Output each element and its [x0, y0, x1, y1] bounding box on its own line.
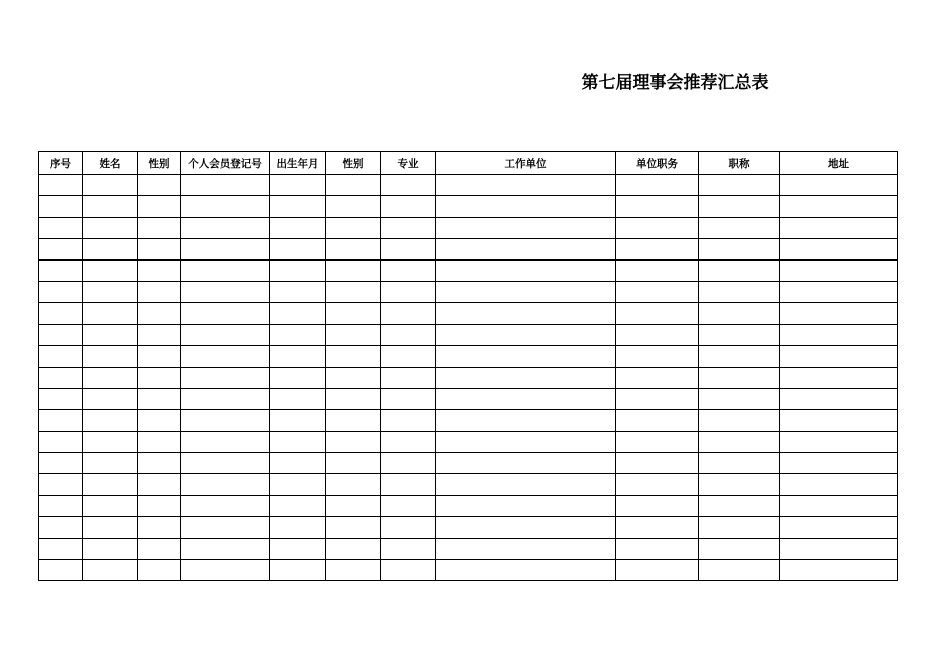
table-cell[interactable] [181, 495, 270, 516]
table-cell[interactable] [138, 196, 181, 217]
table-cell[interactable] [381, 367, 436, 388]
table-cell[interactable] [39, 538, 83, 559]
table-cell[interactable] [270, 517, 326, 538]
table-cell[interactable] [270, 281, 326, 302]
table-cell[interactable] [780, 453, 898, 474]
table-cell[interactable] [780, 517, 898, 538]
table-cell[interactable] [181, 281, 270, 302]
table-row [39, 453, 898, 474]
table-cell[interactable] [616, 474, 699, 495]
table-cell[interactable] [616, 495, 699, 516]
table-cell[interactable] [780, 410, 898, 431]
table-cell[interactable] [181, 474, 270, 495]
table-cell[interactable] [616, 367, 699, 388]
table-cell[interactable] [780, 495, 898, 516]
table-row [39, 281, 898, 302]
table-cell[interactable] [39, 474, 83, 495]
table-cell[interactable] [616, 346, 699, 367]
table-cell[interactable] [181, 388, 270, 409]
table-cell[interactable] [699, 453, 780, 474]
table-cell[interactable] [270, 453, 326, 474]
table-cell[interactable] [326, 410, 381, 431]
table-cell[interactable] [39, 431, 83, 452]
table-cell[interactable] [699, 388, 780, 409]
table-cell[interactable] [39, 388, 83, 409]
column-header-position: 单位职务 [616, 152, 699, 175]
table-cell[interactable] [39, 410, 83, 431]
table-cell[interactable] [83, 367, 138, 388]
table-cell[interactable] [436, 346, 616, 367]
table-cell[interactable] [138, 367, 181, 388]
table-cell[interactable] [83, 431, 138, 452]
table-cell[interactable] [270, 346, 326, 367]
column-header-employer: 工作单位 [436, 152, 616, 175]
table-cell[interactable] [616, 538, 699, 559]
table-cell[interactable] [138, 431, 181, 452]
table-cell[interactable] [326, 367, 381, 388]
table-cell[interactable] [381, 260, 436, 281]
table-cell[interactable] [699, 303, 780, 324]
table-cell[interactable] [699, 367, 780, 388]
table-cell[interactable] [699, 517, 780, 538]
table-cell[interactable] [326, 324, 381, 345]
table-cell[interactable] [616, 410, 699, 431]
table-cell[interactable] [699, 495, 780, 516]
table-cell[interactable] [270, 260, 326, 281]
table-cell[interactable] [780, 367, 898, 388]
table-cell[interactable] [83, 303, 138, 324]
table-cell[interactable] [616, 281, 699, 302]
table-cell[interactable] [381, 217, 436, 238]
table-cell[interactable] [326, 217, 381, 238]
table-cell[interactable] [39, 367, 83, 388]
table-cell[interactable] [616, 560, 699, 581]
table-cell[interactable] [616, 260, 699, 281]
table-cell[interactable] [326, 175, 381, 196]
table-cell[interactable] [138, 239, 181, 260]
table-cell[interactable] [616, 175, 699, 196]
table-cell[interactable] [699, 346, 780, 367]
table-body [39, 175, 898, 581]
table-row [39, 239, 898, 260]
table-cell[interactable] [326, 260, 381, 281]
table-cell[interactable] [83, 474, 138, 495]
column-header-gender-2: 性别 [326, 152, 381, 175]
table-row [39, 495, 898, 516]
table-cell[interactable] [83, 453, 138, 474]
table-cell[interactable] [83, 217, 138, 238]
table-cell[interactable] [780, 175, 898, 196]
table-cell[interactable] [270, 367, 326, 388]
table-cell[interactable] [270, 196, 326, 217]
table-cell[interactable] [381, 410, 436, 431]
table-cell[interactable] [39, 517, 83, 538]
table-row [39, 346, 898, 367]
table-cell[interactable] [381, 175, 436, 196]
table-cell[interactable] [39, 196, 83, 217]
table-cell[interactable] [381, 495, 436, 516]
table-cell[interactable] [780, 431, 898, 452]
table-cell[interactable] [780, 324, 898, 345]
table-cell[interactable] [39, 175, 83, 196]
table-cell[interactable] [699, 217, 780, 238]
table-cell[interactable] [39, 260, 83, 281]
table-cell[interactable] [436, 260, 616, 281]
table-cell[interactable] [436, 303, 616, 324]
table-cell[interactable] [381, 474, 436, 495]
table-cell[interactable] [39, 303, 83, 324]
table-cell[interactable] [270, 410, 326, 431]
table-cell[interactable] [138, 560, 181, 581]
table-cell[interactable] [381, 560, 436, 581]
table-cell[interactable] [270, 239, 326, 260]
table-row [39, 388, 898, 409]
table-row [39, 324, 898, 345]
table-cell[interactable] [138, 538, 181, 559]
table-cell[interactable] [181, 239, 270, 260]
table-cell[interactable] [616, 217, 699, 238]
table-cell[interactable] [699, 196, 780, 217]
table-cell[interactable] [39, 495, 83, 516]
column-header-index: 序号 [39, 152, 83, 175]
table-cell[interactable] [381, 388, 436, 409]
table-cell[interactable] [138, 175, 181, 196]
table-cell[interactable] [699, 281, 780, 302]
table-cell[interactable] [780, 560, 898, 581]
table-cell[interactable] [181, 303, 270, 324]
table-row [39, 303, 898, 324]
table-cell[interactable] [436, 281, 616, 302]
table-cell[interactable] [780, 538, 898, 559]
table-cell[interactable] [39, 453, 83, 474]
table-cell[interactable] [181, 560, 270, 581]
table-cell[interactable] [436, 367, 616, 388]
table-cell[interactable] [436, 175, 616, 196]
table-row [39, 410, 898, 431]
table-row [39, 560, 898, 581]
table-row [39, 538, 898, 559]
table-cell[interactable] [381, 324, 436, 345]
table-cell[interactable] [436, 196, 616, 217]
table-cell[interactable] [381, 281, 436, 302]
table-row [39, 431, 898, 452]
table-row [39, 517, 898, 538]
table-row [39, 175, 898, 196]
table-cell[interactable] [138, 474, 181, 495]
table-cell[interactable] [436, 388, 616, 409]
table-cell[interactable] [436, 324, 616, 345]
table-cell[interactable] [326, 196, 381, 217]
column-header-member-registration-no: 个人会员登记号 [181, 152, 270, 175]
table-cell[interactable] [181, 217, 270, 238]
table-cell[interactable] [138, 453, 181, 474]
table-cell[interactable] [381, 517, 436, 538]
table-cell[interactable] [780, 303, 898, 324]
table-cell[interactable] [83, 410, 138, 431]
table-cell[interactable] [699, 175, 780, 196]
table-cell[interactable] [138, 324, 181, 345]
column-header-gender: 性别 [138, 152, 181, 175]
table-cell[interactable] [616, 388, 699, 409]
table-cell[interactable] [436, 239, 616, 260]
table-cell[interactable] [326, 388, 381, 409]
column-header-address: 地址 [780, 152, 898, 175]
table-cell[interactable] [39, 217, 83, 238]
table-cell[interactable] [616, 239, 699, 260]
table-cell[interactable] [270, 175, 326, 196]
table-cell[interactable] [326, 538, 381, 559]
table-cell[interactable] [39, 239, 83, 260]
table-cell[interactable] [616, 324, 699, 345]
table-cell[interactable] [138, 346, 181, 367]
table-cell[interactable] [326, 281, 381, 302]
table-cell[interactable] [436, 410, 616, 431]
table-cell[interactable] [138, 260, 181, 281]
table-cell[interactable] [181, 453, 270, 474]
table-cell[interactable] [616, 431, 699, 452]
table-cell[interactable] [270, 324, 326, 345]
table-cell[interactable] [381, 453, 436, 474]
table-cell[interactable] [270, 560, 326, 581]
table-cell[interactable] [138, 217, 181, 238]
table-cell[interactable] [181, 260, 270, 281]
table-cell[interactable] [436, 431, 616, 452]
column-header-major: 专业 [381, 152, 436, 175]
table-cell[interactable] [181, 175, 270, 196]
table-cell[interactable] [138, 517, 181, 538]
table-cell[interactable] [83, 324, 138, 345]
table-cell[interactable] [181, 346, 270, 367]
table-cell[interactable] [436, 538, 616, 559]
table-cell[interactable] [270, 388, 326, 409]
table-cell[interactable] [780, 217, 898, 238]
table-cell[interactable] [270, 495, 326, 516]
table-cell[interactable] [39, 281, 83, 302]
table-cell[interactable] [39, 560, 83, 581]
table-cell[interactable] [138, 495, 181, 516]
table-row [39, 367, 898, 388]
table-row [39, 474, 898, 495]
table-row [39, 217, 898, 238]
table-cell[interactable] [780, 260, 898, 281]
table-cell[interactable] [83, 175, 138, 196]
table-header-row [39, 152, 898, 175]
table-cell[interactable] [699, 538, 780, 559]
table-cell[interactable] [39, 346, 83, 367]
table-cell[interactable] [381, 431, 436, 452]
table-cell[interactable] [436, 517, 616, 538]
column-header-name: 姓名 [83, 152, 138, 175]
table-cell[interactable] [699, 239, 780, 260]
table-cell[interactable] [699, 431, 780, 452]
table-row [39, 196, 898, 217]
table-cell[interactable] [181, 410, 270, 431]
table-cell[interactable] [83, 517, 138, 538]
table-cell[interactable] [181, 367, 270, 388]
table-cell[interactable] [83, 281, 138, 302]
table-cell[interactable] [138, 388, 181, 409]
table-cell[interactable] [436, 495, 616, 516]
table-cell[interactable] [381, 239, 436, 260]
table-cell[interactable] [436, 217, 616, 238]
table-cell[interactable] [270, 303, 326, 324]
table-cell[interactable] [780, 474, 898, 495]
form-title: 第七届理事会推荐汇总表 [581, 73, 769, 93]
table-cell[interactable] [326, 474, 381, 495]
table-cell[interactable] [181, 517, 270, 538]
table-cell[interactable] [780, 196, 898, 217]
column-header-birth-date: 出生年月 [270, 152, 326, 175]
table-cell[interactable] [326, 239, 381, 260]
table-cell[interactable] [616, 303, 699, 324]
table-cell[interactable] [381, 196, 436, 217]
column-header-title: 职称 [699, 152, 780, 175]
table-cell[interactable] [83, 196, 138, 217]
table-cell[interactable] [83, 495, 138, 516]
table-cell[interactable] [780, 281, 898, 302]
table-cell[interactable] [699, 410, 780, 431]
table-row [39, 260, 898, 281]
table-cell[interactable] [138, 281, 181, 302]
table-cell[interactable] [83, 560, 138, 581]
table-cell[interactable] [699, 560, 780, 581]
table-cell[interactable] [270, 217, 326, 238]
table-cell[interactable] [699, 324, 780, 345]
table-cell[interactable] [270, 474, 326, 495]
table-cell[interactable] [270, 431, 326, 452]
table-cell[interactable] [83, 538, 138, 559]
table-cell[interactable] [181, 196, 270, 217]
table-cell[interactable] [138, 410, 181, 431]
table-cell[interactable] [381, 303, 436, 324]
table-cell[interactable] [83, 260, 138, 281]
table-cell[interactable] [780, 239, 898, 260]
table-cell[interactable] [83, 239, 138, 260]
table-cell[interactable] [181, 538, 270, 559]
table-cell[interactable] [83, 388, 138, 409]
table-cell[interactable] [616, 517, 699, 538]
table-cell[interactable] [436, 560, 616, 581]
table-cell[interactable] [699, 474, 780, 495]
table-cell[interactable] [326, 517, 381, 538]
table-cell[interactable] [326, 431, 381, 452]
table-cell[interactable] [699, 260, 780, 281]
table-cell[interactable] [381, 346, 436, 367]
recommendation-summary-table [38, 151, 898, 581]
table-cell[interactable] [381, 538, 436, 559]
table-cell[interactable] [326, 453, 381, 474]
table-cell[interactable] [270, 538, 326, 559]
table-cell[interactable] [138, 303, 181, 324]
table-cell[interactable] [326, 495, 381, 516]
table-cell[interactable] [181, 324, 270, 345]
table-cell[interactable] [616, 453, 699, 474]
table-cell[interactable] [780, 346, 898, 367]
table-cell[interactable] [436, 474, 616, 495]
table-cell[interactable] [181, 431, 270, 452]
table-cell[interactable] [326, 560, 381, 581]
table-cell[interactable] [780, 388, 898, 409]
table-cell[interactable] [436, 453, 616, 474]
table-cell[interactable] [326, 346, 381, 367]
table-cell[interactable] [326, 303, 381, 324]
table-cell[interactable] [83, 346, 138, 367]
table-cell[interactable] [39, 324, 83, 345]
table-cell[interactable] [616, 196, 699, 217]
